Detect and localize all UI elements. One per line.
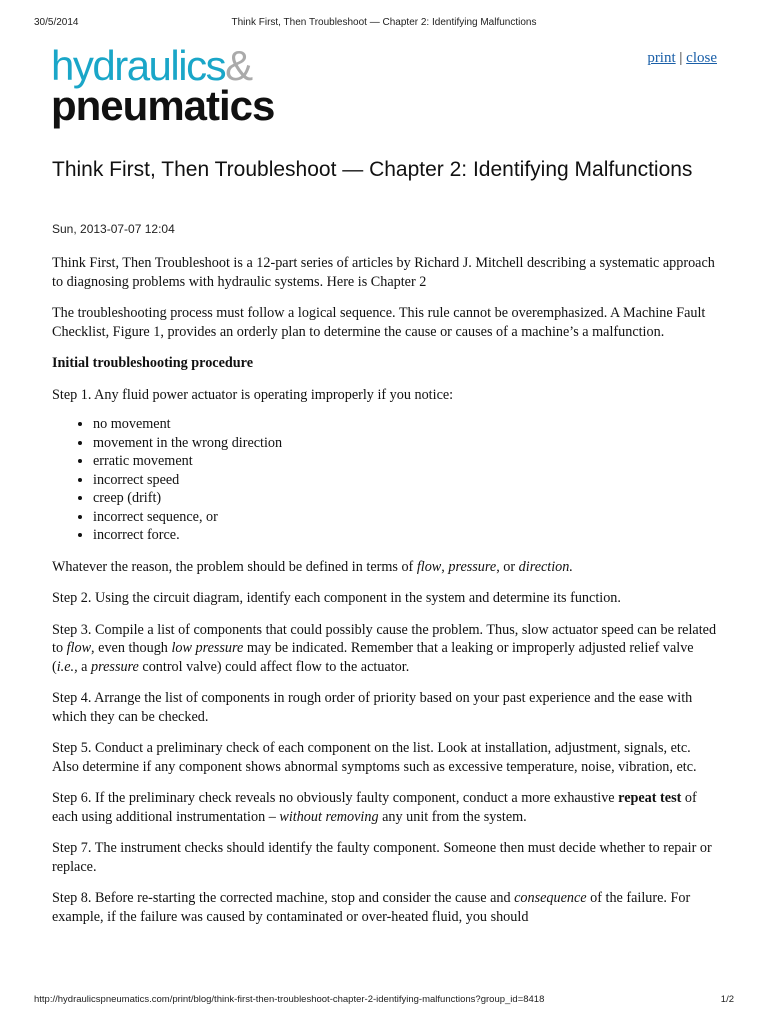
section-heading: Initial troubleshooting procedure	[52, 355, 254, 371]
intro-paragraph: Think First, Then Troubleshoot is a 12-part series of articles by Richard J. Mitchell describing a systematic approach to diagnosing problems with hydraulic systems. Here is Chapter 2	[52, 255, 715, 290]
article-body	[52, 254, 720, 939]
step-5: Step 5. Conduct a preliminary check of each component on the list. Look at installation, adjustment, signals, etc. Also determine if any component shows abnormal symptoms such as excessive temperature, noise, vibration, etc.	[52, 740, 697, 775]
text-run: pressure	[91, 658, 139, 675]
text-run: direction.	[518, 558, 573, 575]
article-date: Sun, 2013-07-07 12:04	[52, 222, 175, 236]
text-run: flow	[66, 640, 92, 656]
text-run: , even though	[91, 640, 172, 656]
logo-line-1	[51, 42, 274, 89]
step-7: Step 7. The instrument checks should identify the faulty component. Someone then must decide whether to repair or replace.	[52, 840, 712, 875]
text-run: consequence	[514, 890, 587, 906]
text-run: , or	[496, 558, 519, 575]
step-3	[52, 621, 720, 677]
text-run: low pressure	[171, 640, 244, 656]
text-run: Step 6. If the preliminary check reveals no obviously faulty component, conduct a more exhaustive	[52, 790, 619, 806]
print-close-links	[647, 50, 717, 67]
text-run: may be indicated. Remember that a leaking or improperly adjusted relief valve (	[52, 640, 694, 675]
text-run: Step 3. Compile a list of components that could possibly cause the problem. Thus, slow actuator speed can be related to	[52, 621, 717, 656]
text-run: of each using additional instrumentation –	[52, 790, 697, 825]
paragraph-2: The troubleshooting process must follow a logical sequence. This rule cannot be overemphasized. A Machine Fault Checklist, Figure 1, provides an orderly plan to determine the cause or causes of a machine’s a malfunction.	[52, 305, 706, 340]
print-footer-url: http://hydraulicspneumatics.com/print/blog/think-first-then-troubleshoot-chapter-2-identifying-malfunctions?group_id=8418	[34, 994, 545, 1005]
site-logo	[51, 42, 275, 129]
logo-ampersand: &	[225, 42, 252, 89]
print-date: 30/5/2014	[34, 17, 79, 28]
article-title: Think First, Then Troubleshoot — Chapter 2: Identifying Malfunctions	[52, 158, 693, 181]
symptom-list	[52, 415, 720, 545]
text-run: of the failure. For example, if the failure was caused by contaminated or over-heated fluid, you should	[52, 890, 691, 925]
list-item: • movement in the wrong direction	[93, 434, 720, 453]
text-run: without removing	[279, 808, 379, 825]
text-run: i.e.,	[56, 658, 78, 675]
print-header-title: Think First, Then Troubleshoot — Chapter 2: Identifying Malfunctions	[231, 17, 537, 28]
link-separator: |	[675, 50, 687, 66]
list-item: • incorrect sequence, or	[93, 508, 720, 527]
text-run: pressure	[448, 558, 497, 575]
text-run: flow	[416, 558, 442, 575]
logo-line-2: pneumatics	[51, 82, 275, 129]
step-6	[52, 789, 720, 826]
list-item: • incorrect force.	[93, 526, 720, 545]
step-8	[52, 889, 720, 926]
list-item: • creep (drift)	[93, 489, 720, 508]
print-page-number: 1/2	[720, 994, 734, 1005]
list-item: • erratic movement	[93, 452, 720, 471]
logo-word-hydraulics: hydraulics	[51, 42, 226, 89]
print-link[interactable]: print	[647, 50, 676, 66]
step-1: Step 1. Any fluid power actuator is operating improperly if you notice:	[52, 386, 454, 403]
list-item: • incorrect speed	[93, 471, 720, 490]
close-link[interactable]: close	[686, 50, 717, 66]
reason-paragraph	[52, 558, 720, 577]
text-run: a	[77, 658, 92, 675]
text-run: any unit from the system.	[378, 808, 527, 825]
list-item: • no movement	[93, 415, 720, 434]
text-run: repeat test	[618, 790, 682, 806]
step-4: Step 4. Arrange the list of components in rough order of priority based on your past experience and the ease with which they can be checked.	[52, 690, 693, 725]
text-run: ,	[441, 558, 449, 575]
step-2: Step 2. Using the circuit diagram, identify each component in the system and determine its function.	[52, 590, 621, 606]
text-run: control valve) could affect flow to the actuator.	[138, 658, 410, 675]
text-run: Whatever the reason, the problem should be defined in terms of	[52, 558, 417, 575]
text-run: Step 8. Before re-starting the corrected machine, stop and consider the cause and	[52, 890, 515, 906]
